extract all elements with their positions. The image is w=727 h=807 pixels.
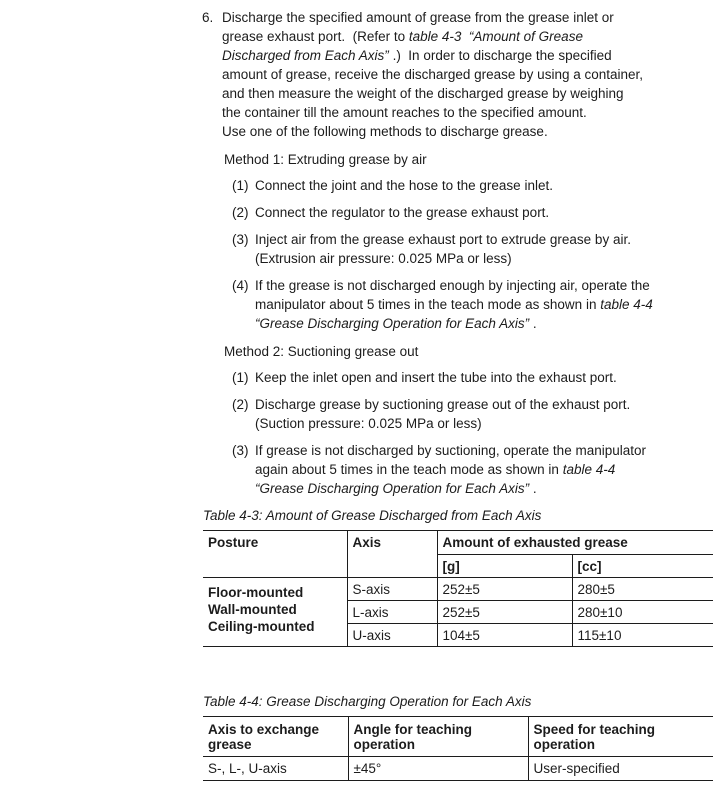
cell-grams: 104±5	[437, 624, 572, 647]
header-line: grease	[208, 737, 252, 752]
header-line: operation	[533, 737, 596, 752]
text-line: Use one of the following methods to discharge grease.	[222, 124, 548, 139]
cell-cc: 280±10	[572, 601, 713, 624]
text-line: Discharged from Each Axis” .) In order to discharge the specified	[222, 48, 612, 63]
text-line: (Extrusion air pressure: 0.025 MPa or less)	[255, 251, 512, 266]
table-4-4-reference: “Grease Discharging Operation for Each Axis”	[255, 481, 530, 496]
method-1-item-4	[232, 276, 727, 333]
header-speed	[528, 717, 713, 757]
cell-axis: L-axis	[347, 601, 437, 624]
header-posture: Posture	[203, 531, 347, 578]
text-line: manipulator about 5 times in the teach mode as shown in table 4-4	[255, 297, 653, 312]
table-4-4-reference: table 4-4	[600, 297, 653, 312]
cell-grams: 252±5	[437, 578, 572, 601]
step-6-item	[202, 8, 727, 141]
table-4-3-caption: Table 4-3: Amount of Grease Discharged from Each Axis	[203, 508, 542, 523]
header-line: Angle for teaching	[353, 722, 473, 737]
header-axis: Axis	[347, 531, 437, 578]
table-row	[203, 757, 713, 781]
text-line: If grease is not discharged by suctioning, operate the manipulator	[255, 443, 646, 458]
method-2-item-2	[232, 395, 727, 433]
method-2-item-1	[232, 368, 727, 387]
cell-grams: 252±5	[437, 601, 572, 624]
header-axis-to-exchange	[203, 717, 348, 757]
posture-line: Ceiling-mounted	[208, 619, 315, 634]
header-line: operation	[353, 737, 416, 752]
method-1-heading: Method 1: Extruding grease by air	[224, 152, 427, 167]
text-line: “Grease Discharging Operation for Each Axis” .	[255, 481, 537, 496]
text-line: Keep the inlet open and insert the tube into the exhaust port.	[255, 370, 617, 385]
header-line: Axis to exchange	[208, 722, 320, 737]
header-angle	[348, 717, 528, 757]
cell-axis: S-axis	[347, 578, 437, 601]
step-number: 6.	[202, 10, 214, 25]
text-line: If the grease is not discharged enough by injecting air, operate the	[255, 278, 650, 293]
text-line: the container till the amount reaches to the specified amount.	[222, 105, 587, 120]
cell-speed: User-specified	[528, 757, 713, 781]
item-number: (3)	[232, 443, 249, 458]
table-row	[203, 578, 713, 601]
item-number: (1)	[232, 370, 249, 385]
method-1-item-2	[232, 203, 727, 222]
method-1-item-1	[232, 176, 727, 195]
cell-axis-to-exchange: S-, L-, U-axis	[203, 757, 348, 781]
item-number: (1)	[232, 178, 249, 193]
header-line: Speed for teaching	[533, 722, 656, 737]
text-line: Connect the regulator to the grease exhaust port.	[255, 205, 550, 220]
cell-cc: 115±10	[572, 624, 713, 647]
text-line: again about 5 times in the teach mode as shown in table 4-4	[255, 462, 616, 477]
item-number: (2)	[232, 205, 249, 220]
table-header-row	[203, 717, 713, 757]
text-line: Discharge grease by suctioning grease out of the exhaust port.	[255, 397, 631, 412]
table-4-3-reference: table 4-3 “Amount of Grease	[408, 29, 583, 44]
posture-line: Wall-mounted	[208, 602, 297, 617]
text-line: “Grease Discharging Operation for Each Axis” .	[255, 316, 537, 331]
text-line: amount of grease, receive the discharged grease by using a container,	[222, 67, 644, 82]
item-number: (2)	[232, 397, 249, 412]
method-2-item-3	[232, 441, 727, 498]
table-4-4	[203, 716, 713, 781]
table-4-4-reference: table 4-4	[562, 462, 616, 477]
item-number: (4)	[232, 278, 249, 293]
cell-axis: U-axis	[347, 624, 437, 647]
table-4-3	[203, 530, 713, 647]
table-4-3-reference: Discharged from Each Axis”	[222, 48, 389, 63]
header-amount: Amount of exhausted grease	[437, 531, 713, 555]
cell-cc: 280±5	[572, 578, 713, 601]
text-line: Discharge the specified amount of grease from the grease inlet or	[222, 10, 614, 25]
step-text	[222, 8, 727, 141]
item-number: (3)	[232, 232, 249, 247]
header-grams: [g]	[437, 555, 572, 578]
text-line: Connect the joint and the hose to the grease inlet.	[255, 178, 553, 193]
text-line: and then measure the weight of the discharged grease by weighing	[222, 86, 624, 101]
table-4-4-caption: Table 4-4: Grease Discharging Operation for Each Axis	[203, 694, 532, 709]
text-line: grease exhaust port. (Refer to table 4-3 “Amount of Grease	[222, 29, 583, 44]
header-cc: [cc]	[572, 555, 713, 578]
method-1-item-3	[232, 230, 727, 268]
cell-angle: ±45°	[348, 757, 528, 781]
text-line: (Suction pressure: 0.025 MPa or less)	[255, 416, 482, 431]
text-line: Inject air from the grease exhaust port to extrude grease by air.	[255, 232, 631, 247]
posture-cell	[203, 578, 347, 647]
table-header-row	[203, 531, 713, 555]
method-2-heading: Method 2: Suctioning grease out	[224, 344, 419, 359]
posture-line: Floor-mounted	[208, 585, 304, 600]
table-4-4-reference: “Grease Discharging Operation for Each Axis”	[255, 316, 530, 331]
